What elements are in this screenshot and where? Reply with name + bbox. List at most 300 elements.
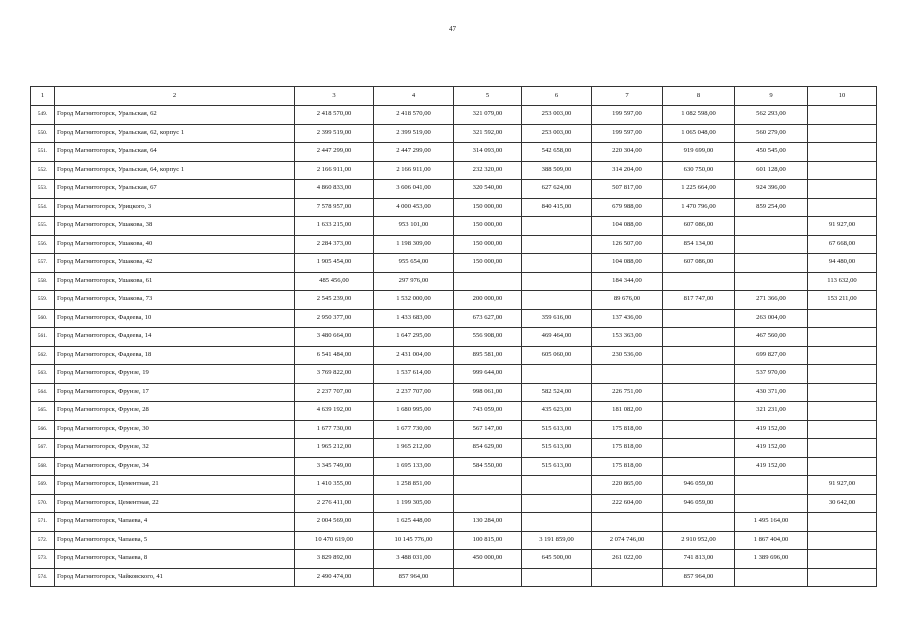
amount-cell <box>735 235 808 254</box>
amount-cell: 1 198 309,00 <box>374 235 454 254</box>
amount-cell: 359 616,00 <box>522 309 592 328</box>
table-row <box>31 180 877 199</box>
header-cell: 10 <box>808 87 877 106</box>
table-row <box>31 143 877 162</box>
table-row <box>31 420 877 439</box>
amount-cell: 1 495 164,00 <box>735 513 808 532</box>
amount-cell: 113 632,00 <box>808 272 877 291</box>
amount-cell: 4 000 453,00 <box>374 198 454 217</box>
registry-table <box>30 86 877 587</box>
amount-cell: 3 191 859,00 <box>522 531 592 550</box>
amount-cell <box>522 365 592 384</box>
amount-cell: 998 061,00 <box>454 383 522 402</box>
amount-cell: 220 865,00 <box>592 476 663 495</box>
amount-cell: 175 818,00 <box>592 439 663 458</box>
amount-cell: 253 003,00 <box>522 124 592 143</box>
header-cell: 7 <box>592 87 663 106</box>
row-number-cell: 554. <box>31 198 55 217</box>
amount-cell: 137 436,00 <box>592 309 663 328</box>
amount-cell: 556 908,00 <box>454 328 522 347</box>
table-row <box>31 550 877 569</box>
amount-cell <box>808 180 877 199</box>
amount-cell: 515 613,00 <box>522 439 592 458</box>
amount-cell <box>522 217 592 236</box>
row-number-cell: 556. <box>31 235 55 254</box>
address-cell: Город Магнитогорск, Чапаева, 5 <box>55 531 295 550</box>
amount-cell: 507 817,00 <box>592 180 663 199</box>
amount-cell: 1 433 683,00 <box>374 309 454 328</box>
amount-cell: 6 541 484,00 <box>295 346 374 365</box>
amount-cell: 175 818,00 <box>592 457 663 476</box>
amount-cell <box>735 494 808 513</box>
address-cell: Город Магнитогорск, Ушакова, 61 <box>55 272 295 291</box>
amount-cell <box>522 272 592 291</box>
amount-cell: 2 418 570,00 <box>295 106 374 125</box>
address-cell: Город Магнитогорск, Урицкого, 3 <box>55 198 295 217</box>
amount-cell: 2 399 519,00 <box>374 124 454 143</box>
amount-cell <box>454 568 522 587</box>
amount-cell: 10 470 619,00 <box>295 531 374 550</box>
amount-cell: 854 629,00 <box>454 439 522 458</box>
amount-cell: 435 623,00 <box>522 402 592 421</box>
row-number-cell: 558. <box>31 272 55 291</box>
address-cell: Город Магнитогорск, Уральская, 64 <box>55 143 295 162</box>
amount-cell: 1 965 212,00 <box>295 439 374 458</box>
row-number-cell: 553. <box>31 180 55 199</box>
amount-cell: 999 644,00 <box>454 365 522 384</box>
amount-cell: 2 237 707,00 <box>295 383 374 402</box>
address-cell: Город Магнитогорск, Чапаева, 4 <box>55 513 295 532</box>
amount-cell <box>663 383 735 402</box>
amount-cell: 175 818,00 <box>592 420 663 439</box>
amount-cell: 1 389 696,00 <box>735 550 808 569</box>
amount-cell: 321 592,00 <box>454 124 522 143</box>
amount-cell: 104 088,00 <box>592 254 663 273</box>
amount-cell: 1 695 133,00 <box>374 457 454 476</box>
amount-cell: 2 237 707,00 <box>374 383 454 402</box>
amount-cell: 67 668,00 <box>808 235 877 254</box>
amount-cell <box>663 309 735 328</box>
amount-cell <box>663 272 735 291</box>
amount-cell: 91 927,00 <box>808 217 877 236</box>
amount-cell: 1 680 995,00 <box>374 402 454 421</box>
row-number-cell: 574. <box>31 568 55 587</box>
amount-cell: 430 371,00 <box>735 383 808 402</box>
amount-cell: 321 231,00 <box>735 402 808 421</box>
table-row <box>31 439 877 458</box>
amount-cell: 515 613,00 <box>522 420 592 439</box>
row-number-cell: 550. <box>31 124 55 143</box>
amount-cell: 1 082 598,00 <box>663 106 735 125</box>
amount-cell: 946 059,00 <box>663 476 735 495</box>
amount-cell: 560 279,00 <box>735 124 808 143</box>
table-row <box>31 365 877 384</box>
amount-cell <box>522 476 592 495</box>
amount-cell: 30 642,00 <box>808 494 877 513</box>
amount-cell: 271 366,00 <box>735 291 808 310</box>
amount-cell: 953 101,00 <box>374 217 454 236</box>
row-number-cell: 565. <box>31 402 55 421</box>
amount-cell: 2 431 004,00 <box>374 346 454 365</box>
amount-cell: 817 747,00 <box>663 291 735 310</box>
amount-cell: 1 905 454,00 <box>295 254 374 273</box>
amount-cell: 3 606 041,00 <box>374 180 454 199</box>
header-cell: 8 <box>663 87 735 106</box>
address-cell: Город Магнитогорск, Ушакова, 38 <box>55 217 295 236</box>
amount-cell <box>663 346 735 365</box>
row-number-cell: 571. <box>31 513 55 532</box>
amount-cell: 253 003,00 <box>522 106 592 125</box>
amount-cell: 1 867 404,00 <box>735 531 808 550</box>
header-cell: 9 <box>735 87 808 106</box>
amount-cell <box>808 531 877 550</box>
row-number-cell: 569. <box>31 476 55 495</box>
amount-cell: 419 152,00 <box>735 457 808 476</box>
row-number-cell: 557. <box>31 254 55 273</box>
amount-cell <box>663 457 735 476</box>
amount-cell: 840 415,00 <box>522 198 592 217</box>
table-row <box>31 457 877 476</box>
amount-cell <box>808 106 877 125</box>
amount-cell: 2 910 952,00 <box>663 531 735 550</box>
address-cell: Город Магнитогорск, Уральская, 62 <box>55 106 295 125</box>
amount-cell <box>522 568 592 587</box>
amount-cell: 2 950 377,00 <box>295 309 374 328</box>
amount-cell: 1 065 048,00 <box>663 124 735 143</box>
amount-cell: 126 507,00 <box>592 235 663 254</box>
amount-cell: 184 344,00 <box>592 272 663 291</box>
row-number-cell: 563. <box>31 365 55 384</box>
amount-cell: 181 082,00 <box>592 402 663 421</box>
amount-cell: 10 145 776,00 <box>374 531 454 550</box>
amount-cell: 741 813,00 <box>663 550 735 569</box>
amount-cell <box>663 328 735 347</box>
amount-cell: 467 560,00 <box>735 328 808 347</box>
amount-cell: 1 532 000,00 <box>374 291 454 310</box>
amount-cell <box>522 291 592 310</box>
amount-cell <box>808 346 877 365</box>
amount-cell <box>808 143 877 162</box>
address-cell: Город Магнитогорск, Цементная, 22 <box>55 494 295 513</box>
row-number-cell: 568. <box>31 457 55 476</box>
amount-cell <box>592 365 663 384</box>
amount-cell: 607 086,00 <box>663 217 735 236</box>
amount-cell: 673 627,00 <box>454 309 522 328</box>
row-number-cell: 570. <box>31 494 55 513</box>
amount-cell: 150 000,00 <box>454 198 522 217</box>
amount-cell <box>663 513 735 532</box>
amount-cell <box>522 254 592 273</box>
address-cell: Город Магнитогорск, Уральская, 64, корпус 1 <box>55 161 295 180</box>
amount-cell: 2 276 411,00 <box>295 494 374 513</box>
address-cell: Город Магнитогорск, Фрунзе, 30 <box>55 420 295 439</box>
row-number-cell: 549. <box>31 106 55 125</box>
address-cell: Город Магнитогорск, Цементная, 21 <box>55 476 295 495</box>
header-cell: 4 <box>374 87 454 106</box>
amount-cell: 630 750,00 <box>663 161 735 180</box>
amount-cell: 607 086,00 <box>663 254 735 273</box>
amount-cell <box>808 513 877 532</box>
amount-cell: 857 964,00 <box>663 568 735 587</box>
row-number-cell: 560. <box>31 309 55 328</box>
address-cell: Город Магнитогорск, Чайковского, 41 <box>55 568 295 587</box>
row-number-cell: 564. <box>31 383 55 402</box>
amount-cell <box>663 420 735 439</box>
amount-cell: 104 088,00 <box>592 217 663 236</box>
amount-cell: 89 676,00 <box>592 291 663 310</box>
amount-cell: 3 488 031,00 <box>374 550 454 569</box>
table-row <box>31 254 877 273</box>
amount-cell <box>454 272 522 291</box>
amount-cell: 1 410 355,00 <box>295 476 374 495</box>
amount-cell <box>454 494 522 513</box>
amount-cell: 200 000,00 <box>454 291 522 310</box>
amount-cell <box>808 383 877 402</box>
amount-cell: 91 927,00 <box>808 476 877 495</box>
amount-cell <box>592 568 663 587</box>
address-cell: Город Магнитогорск, Фрунзе, 34 <box>55 457 295 476</box>
header-cell: 3 <box>295 87 374 106</box>
row-number-cell: 552. <box>31 161 55 180</box>
amount-cell: 4 639 192,00 <box>295 402 374 421</box>
amount-cell: 1 537 614,00 <box>374 365 454 384</box>
table-body <box>31 87 877 587</box>
amount-cell: 94 480,00 <box>808 254 877 273</box>
amount-cell: 153 363,00 <box>592 328 663 347</box>
amount-cell: 2 399 519,00 <box>295 124 374 143</box>
amount-cell <box>808 124 877 143</box>
amount-cell <box>808 365 877 384</box>
address-cell: Город Магнитогорск, Фадеева, 18 <box>55 346 295 365</box>
amount-cell: 1 633 215,00 <box>295 217 374 236</box>
address-cell: Город Магнитогорск, Уральская, 62, корпус 1 <box>55 124 295 143</box>
amount-cell: 2 545 239,00 <box>295 291 374 310</box>
amount-cell: 1 677 730,00 <box>295 420 374 439</box>
amount-cell <box>808 198 877 217</box>
amount-cell <box>592 513 663 532</box>
row-number-cell: 551. <box>31 143 55 162</box>
amount-cell <box>522 235 592 254</box>
amount-cell: 567 147,00 <box>454 420 522 439</box>
address-cell: Город Магнитогорск, Фрунзе, 17 <box>55 383 295 402</box>
amount-cell <box>663 365 735 384</box>
table-row <box>31 568 877 587</box>
amount-cell <box>735 254 808 273</box>
amount-cell: 150 000,00 <box>454 235 522 254</box>
amount-cell: 859 254,00 <box>735 198 808 217</box>
amount-cell: 562 293,00 <box>735 106 808 125</box>
amount-cell: 1 677 730,00 <box>374 420 454 439</box>
amount-cell: 485 456,00 <box>295 272 374 291</box>
header-row <box>31 87 877 106</box>
row-number-cell: 573. <box>31 550 55 569</box>
amount-cell: 261 022,00 <box>592 550 663 569</box>
amount-cell: 582 524,00 <box>522 383 592 402</box>
amount-cell <box>808 161 877 180</box>
amount-cell: 537 970,00 <box>735 365 808 384</box>
amount-cell: 3 480 664,00 <box>295 328 374 347</box>
amount-cell: 2 166 911,00 <box>374 161 454 180</box>
address-cell: Город Магнитогорск, Фрунзе, 28 <box>55 402 295 421</box>
address-cell: Город Магнитогорск, Фадеева, 14 <box>55 328 295 347</box>
amount-cell: 232 320,00 <box>454 161 522 180</box>
amount-cell: 314 093,00 <box>454 143 522 162</box>
table-row <box>31 383 877 402</box>
table-row <box>31 531 877 550</box>
address-cell: Город Магнитогорск, Уральская, 67 <box>55 180 295 199</box>
table-row <box>31 272 877 291</box>
amount-cell: 230 536,00 <box>592 346 663 365</box>
amount-cell: 4 860 833,00 <box>295 180 374 199</box>
amount-cell: 2 447 299,00 <box>374 143 454 162</box>
row-number-cell: 566. <box>31 420 55 439</box>
header-cell: 6 <box>522 87 592 106</box>
amount-cell <box>735 272 808 291</box>
amount-cell: 3 829 892,00 <box>295 550 374 569</box>
amount-cell: 2 074 746,00 <box>592 531 663 550</box>
amount-cell: 419 152,00 <box>735 439 808 458</box>
row-number-cell: 559. <box>31 291 55 310</box>
amount-cell: 699 827,00 <box>735 346 808 365</box>
table-row <box>31 198 877 217</box>
amount-cell <box>735 568 808 587</box>
amount-cell: 645 500,00 <box>522 550 592 569</box>
amount-cell <box>808 439 877 458</box>
amount-cell: 130 284,00 <box>454 513 522 532</box>
address-cell: Город Магнитогорск, Ушакова, 42 <box>55 254 295 273</box>
amount-cell: 450 545,00 <box>735 143 808 162</box>
amount-cell: 220 304,00 <box>592 143 663 162</box>
amount-cell: 222 604,00 <box>592 494 663 513</box>
amount-cell: 321 079,00 <box>454 106 522 125</box>
page-number: 47 <box>449 25 456 33</box>
row-number-cell: 561. <box>31 328 55 347</box>
amount-cell <box>522 513 592 532</box>
amount-cell: 542 658,00 <box>522 143 592 162</box>
amount-cell <box>808 550 877 569</box>
amount-cell: 469 464,00 <box>522 328 592 347</box>
table-row <box>31 476 877 495</box>
amount-cell: 153 211,00 <box>808 291 877 310</box>
amount-cell <box>522 494 592 513</box>
header-cell: 1 <box>31 87 55 106</box>
amount-cell: 100 815,00 <box>454 531 522 550</box>
amount-cell: 919 699,00 <box>663 143 735 162</box>
amount-cell <box>808 457 877 476</box>
amount-cell: 226 751,00 <box>592 383 663 402</box>
amount-cell: 1 647 295,00 <box>374 328 454 347</box>
row-number-cell: 572. <box>31 531 55 550</box>
table-row <box>31 328 877 347</box>
address-cell: Город Магнитогорск, Фрунзе, 19 <box>55 365 295 384</box>
table-row <box>31 513 877 532</box>
amount-cell: 3 345 749,00 <box>295 457 374 476</box>
amount-cell: 3 769 822,00 <box>295 365 374 384</box>
amount-cell: 1 199 305,00 <box>374 494 454 513</box>
address-cell: Город Магнитогорск, Ушакова, 40 <box>55 235 295 254</box>
amount-cell <box>808 402 877 421</box>
amount-cell: 946 059,00 <box>663 494 735 513</box>
address-cell: Город Магнитогорск, Чапаева, 8 <box>55 550 295 569</box>
amount-cell: 450 000,00 <box>454 550 522 569</box>
amount-cell: 388 509,00 <box>522 161 592 180</box>
amount-cell: 924 396,00 <box>735 180 808 199</box>
amount-cell: 199 597,00 <box>592 106 663 125</box>
table-row <box>31 494 877 513</box>
address-cell: Город Магнитогорск, Ушакова, 73 <box>55 291 295 310</box>
amount-cell: 419 152,00 <box>735 420 808 439</box>
amount-cell: 1 625 448,00 <box>374 513 454 532</box>
amount-cell: 7 578 957,00 <box>295 198 374 217</box>
table-row <box>31 402 877 421</box>
amount-cell: 320 540,00 <box>454 180 522 199</box>
amount-cell: 263 004,00 <box>735 309 808 328</box>
amount-cell: 2 004 569,00 <box>295 513 374 532</box>
amount-cell: 895 581,00 <box>454 346 522 365</box>
table-row <box>31 217 877 236</box>
amount-cell: 601 128,00 <box>735 161 808 180</box>
amount-cell <box>454 476 522 495</box>
amount-cell: 314 204,00 <box>592 161 663 180</box>
amount-cell <box>808 568 877 587</box>
amount-cell: 2 447 299,00 <box>295 143 374 162</box>
amount-cell: 2 418 570,00 <box>374 106 454 125</box>
amount-cell <box>663 402 735 421</box>
row-number-cell: 555. <box>31 217 55 236</box>
amount-cell <box>735 476 808 495</box>
amount-cell: 854 134,00 <box>663 235 735 254</box>
amount-cell: 679 988,00 <box>592 198 663 217</box>
table-row <box>31 124 877 143</box>
table-row <box>31 309 877 328</box>
amount-cell <box>808 309 877 328</box>
table-row <box>31 161 877 180</box>
table-row <box>31 235 877 254</box>
amount-cell: 2 166 911,00 <box>295 161 374 180</box>
amount-cell: 199 597,00 <box>592 124 663 143</box>
amount-cell: 150 000,00 <box>454 254 522 273</box>
table-row <box>31 346 877 365</box>
amount-cell <box>735 217 808 236</box>
amount-cell: 1 225 664,00 <box>663 180 735 199</box>
amount-cell: 955 654,00 <box>374 254 454 273</box>
amount-cell: 1 470 796,00 <box>663 198 735 217</box>
amount-cell: 584 550,00 <box>454 457 522 476</box>
amount-cell: 627 624,00 <box>522 180 592 199</box>
address-cell: Город Магнитогорск, Фадеева, 10 <box>55 309 295 328</box>
amount-cell: 2 490 474,00 <box>295 568 374 587</box>
header-cell: 2 <box>55 87 295 106</box>
amount-cell: 297 976,00 <box>374 272 454 291</box>
address-cell: Город Магнитогорск, Фрунзе, 32 <box>55 439 295 458</box>
table-row <box>31 291 877 310</box>
amount-cell: 1 965 212,00 <box>374 439 454 458</box>
table-row <box>31 106 877 125</box>
header-cell: 5 <box>454 87 522 106</box>
amount-cell <box>808 328 877 347</box>
amount-cell: 857 964,00 <box>374 568 454 587</box>
amount-cell: 150 000,00 <box>454 217 522 236</box>
amount-cell: 743 059,00 <box>454 402 522 421</box>
amount-cell <box>663 439 735 458</box>
amount-cell: 2 284 373,00 <box>295 235 374 254</box>
amount-cell: 605 060,00 <box>522 346 592 365</box>
amount-cell: 1 258 851,00 <box>374 476 454 495</box>
row-number-cell: 567. <box>31 439 55 458</box>
amount-cell <box>808 420 877 439</box>
row-number-cell: 562. <box>31 346 55 365</box>
amount-cell: 515 613,00 <box>522 457 592 476</box>
